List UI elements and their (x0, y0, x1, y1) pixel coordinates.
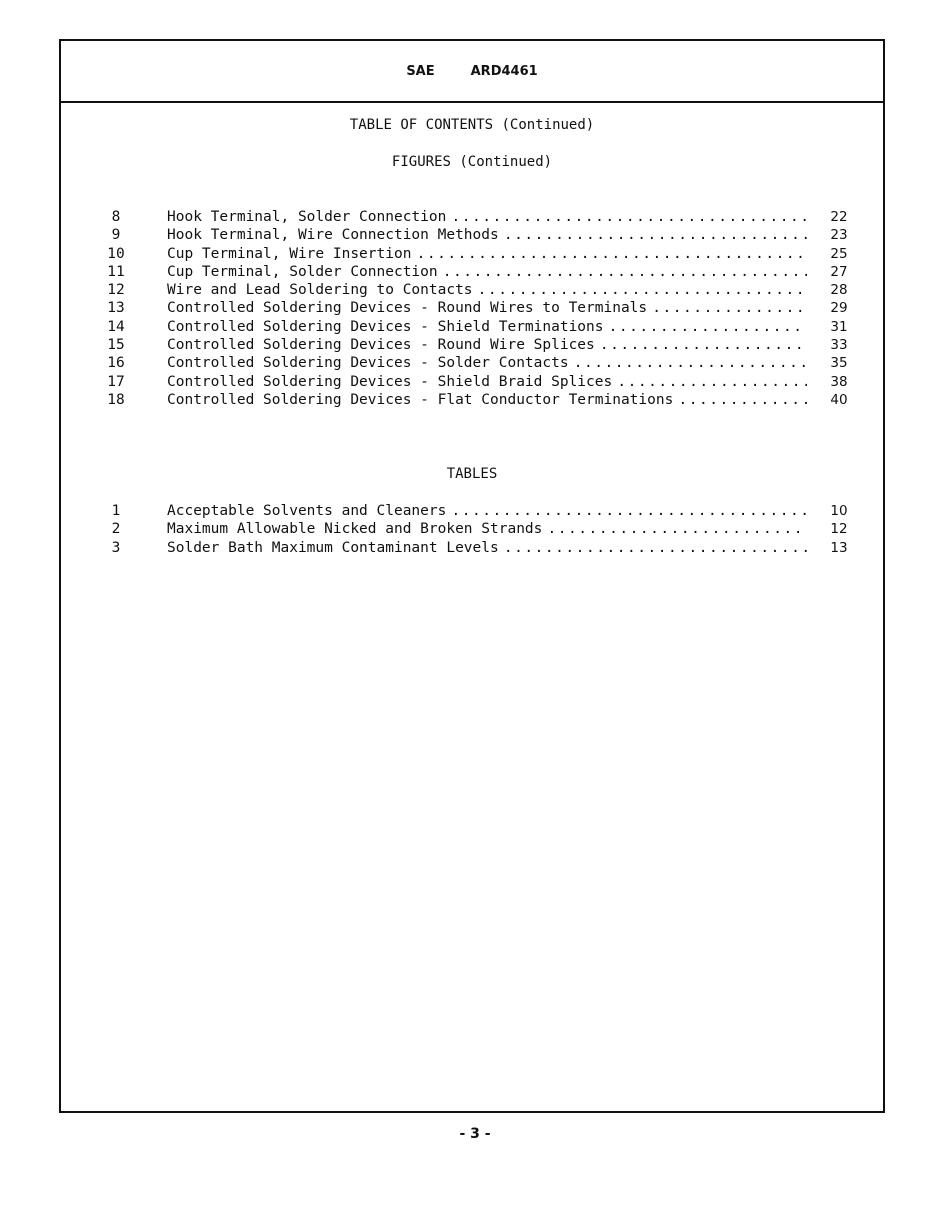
header-doc-id: ARD4461 (470, 63, 538, 79)
list-item (61, 520, 883, 538)
figure-title: Controlled Soldering Devices - Shield Terminations . . . (167, 318, 807, 336)
figure-number: 8 (111, 209, 121, 225)
figure-page: 27 (830, 263, 848, 280)
figure-title: Controlled Soldering Devices - Round Wire Splices . . . (167, 336, 807, 354)
figure-page: 31 (830, 318, 848, 335)
list-item (61, 391, 883, 409)
figure-title: Cup Terminal, Solder Connection . . . (167, 263, 807, 281)
table-number: 1 (111, 503, 121, 519)
figure-page: 25 (830, 245, 848, 262)
figure-page: 33 (830, 337, 848, 354)
table-page: 12 (830, 521, 848, 538)
tables-list (61, 502, 883, 557)
table-page: 10 (830, 503, 848, 519)
page-frame (59, 39, 885, 1113)
list-item (61, 502, 883, 520)
figure-title: Controlled Soldering Devices - Solder Contacts . . . (167, 354, 807, 372)
figure-number: 18 (107, 391, 125, 408)
figure-page: 23 (830, 227, 848, 244)
figure-page: 29 (830, 300, 848, 317)
table-number: 3 (111, 539, 121, 556)
list-item (61, 226, 883, 244)
table-title: Solder Bath Maximum Contaminant Levels . . . (167, 539, 807, 557)
figures-list (61, 208, 883, 409)
figure-title: Hook Terminal, Solder Connection . . . (167, 208, 807, 226)
list-item (61, 208, 883, 226)
list-item (61, 299, 883, 317)
figure-number: 15 (107, 337, 125, 354)
figure-number: 9 (111, 227, 121, 244)
figure-title: Hook Terminal, Wire Connection Methods . . . (167, 226, 807, 244)
toc-title: TABLE OF CONTENTS (Continued) (349, 117, 595, 133)
table-number: 2 (111, 521, 121, 538)
figure-number: 14 (107, 318, 125, 335)
figure-title: Wire and Lead Soldering to Contacts . . . (167, 281, 807, 299)
figure-number: 13 (107, 300, 125, 317)
figure-page: 35 (830, 355, 848, 372)
list-item (61, 281, 883, 299)
figure-number: 16 (107, 355, 125, 372)
figure-page: 40 (830, 391, 848, 408)
figure-title: Controlled Soldering Devices - Shield Braid Splices . . . (167, 373, 807, 391)
figure-title: Cup Terminal, Wire Insertion . . . (167, 245, 807, 263)
list-item (61, 318, 883, 336)
header-org: SAE (406, 63, 435, 79)
table-title: Acceptable Solvents and Cleaners . . . (167, 502, 807, 520)
list-item (61, 354, 883, 372)
table-title: Maximum Allowable Nicked and Broken Strands . . . (167, 520, 807, 538)
figures-heading: FIGURES (Continued) (391, 154, 553, 170)
figure-number: 11 (107, 263, 125, 280)
list-item (61, 245, 883, 263)
list-item (61, 373, 883, 391)
list-item (61, 263, 883, 281)
figure-page: 22 (830, 209, 848, 225)
list-item (61, 539, 883, 557)
figure-number: 17 (107, 373, 125, 390)
table-page: 13 (830, 539, 848, 556)
figure-number: 10 (107, 245, 125, 262)
list-item (61, 336, 883, 354)
figure-title: Controlled Soldering Devices - Flat Conductor Terminations . . . (167, 391, 807, 409)
figure-page: 38 (830, 373, 848, 390)
figure-number: 12 (107, 282, 125, 299)
figure-title: Controlled Soldering Devices - Round Wires to Terminals . . . (167, 299, 807, 317)
page-number: - 3 - (459, 1126, 491, 1142)
tables-heading: TABLES (446, 466, 498, 482)
figure-page: 28 (830, 282, 848, 299)
page-header (61, 41, 883, 103)
